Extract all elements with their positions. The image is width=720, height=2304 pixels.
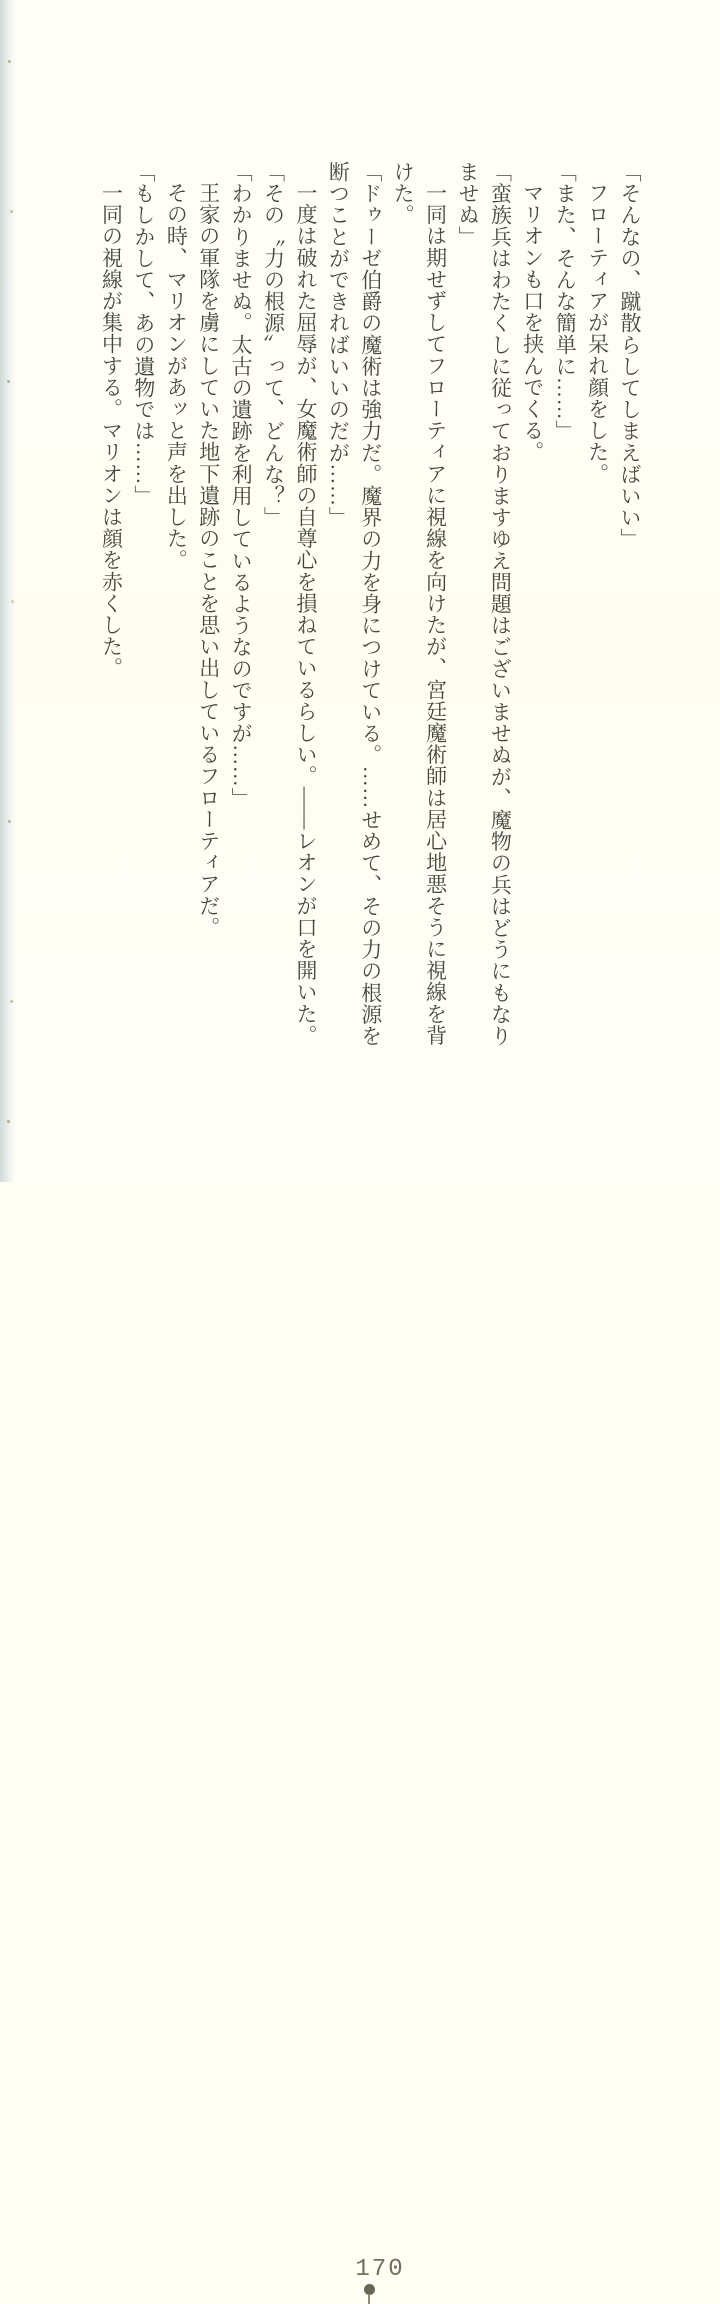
- paragraph-narration: 一度は破れた屈辱が、女魔術師の自尊心を損ねているらしい。――レオンが口を開いた。: [293, 182, 318, 1046]
- paragraph-narration: 一同は期せずしてフローティアに視線を向けたが、宮廷魔術師は居心地悪そうに視線を背けた。: [391, 161, 448, 1046]
- paragraph-dialogue: 「蛮族兵はわたくしに従っておりますゆえ問題はございませぬが、魔物の兵はどうにもなりませぬ」: [455, 161, 513, 1047]
- page-footer: [0, 1122, 720, 2283]
- paragraph-dialogue: 「その〝力の根源〟って、どんな？」: [261, 161, 286, 529]
- paragraph-dialogue: 「わかりませぬ。太古の遺跡を利用しているようなのですが……」: [229, 161, 254, 809]
- scan-edge-shadow: [0, 0, 16, 1182]
- body-text: [95, 161, 646, 1049]
- paragraph-narration: その時、マリオンがあッと声を出した。: [164, 182, 189, 571]
- paragraph-narration: 王家の軍隊を虜にしていた地下遺跡のことを思い出しているフローティアだ。: [196, 182, 221, 938]
- paragraph-narration: 一同の視線が集中する。マリオンは顔を赤くした。: [99, 182, 124, 679]
- paragraph-dialogue: 「もしかして、あの遺物では……」: [131, 161, 156, 507]
- paragraph-dialogue: 「ドゥーゼ伯爵の魔術は強力だ。魔界の力を身につけている。……せめて、その力の根源を断つことができればいいのだが……」: [326, 161, 383, 1047]
- paragraph-dialogue: 「また、そんな簡単に……」: [553, 161, 578, 442]
- footer-stem-ornament: [368, 2294, 370, 2304]
- scan-edge-speckles: [8, 60, 11, 63]
- paragraph-dialogue: 「そんなの、蹴散らしてしまえばいい」: [618, 161, 642, 550]
- paragraph-narration: フローティアが呆れ顔をした。: [585, 182, 610, 485]
- page-number: 170: [355, 2256, 405, 2283]
- paragraph-narration: マリオンも口を挟んでくる。: [520, 182, 545, 463]
